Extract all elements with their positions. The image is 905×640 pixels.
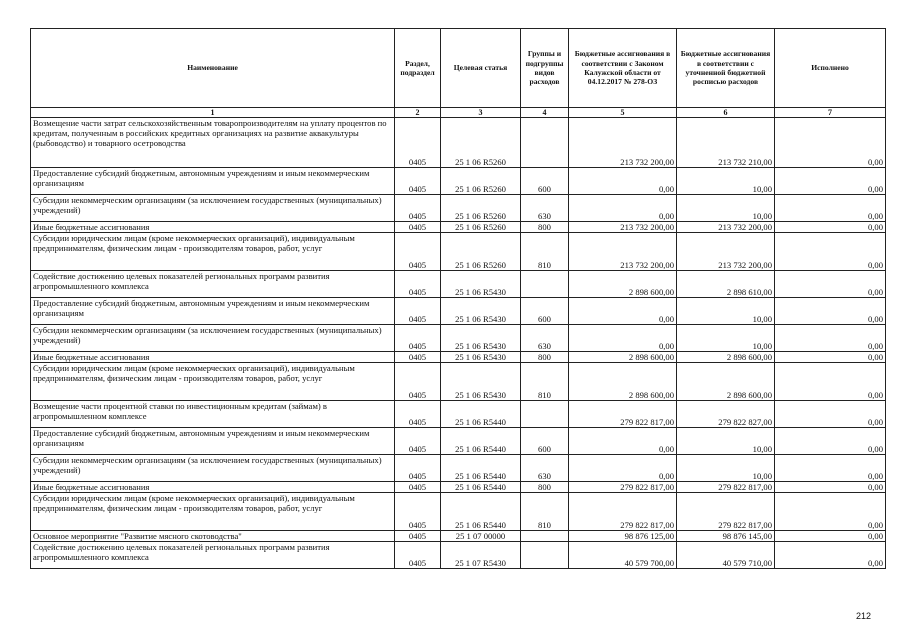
- header-section: Раздел, подраздел: [395, 29, 441, 108]
- row-executed-value: 0,00: [775, 455, 886, 482]
- row-executed-value: 0,00: [775, 542, 886, 569]
- row-budget-law-value: 279 822 817,00: [569, 401, 677, 428]
- row-name: Субсидии некоммерческим организациям (за исключением государственных (муниципальных) учреждений): [31, 325, 395, 352]
- row-executed-value: 0,00: [775, 325, 886, 352]
- row-budget-refined-value: 2 898 600,00: [677, 363, 775, 401]
- row-target-article: 25 1 06 R5260: [441, 195, 521, 222]
- row-budget-law-value: 98 876 125,00: [569, 531, 677, 542]
- row-target-article: 25 1 06 R5440: [441, 401, 521, 428]
- table-body: [31, 118, 886, 569]
- table-row: [31, 363, 886, 401]
- row-target-article: 25 1 06 R5430: [441, 363, 521, 401]
- row-name: Субсидии некоммерческим организациям (за исключением государственных (муниципальных) учреждений): [31, 455, 395, 482]
- page-number: 212: [856, 611, 872, 621]
- row-section: 0405: [395, 401, 441, 428]
- row-target-article: 25 1 06 R5430: [441, 352, 521, 363]
- header-name: Наименование: [31, 29, 395, 108]
- row-executed-value: 0,00: [775, 298, 886, 325]
- header-row: [31, 29, 886, 108]
- row-target-article: 25 1 06 R5260: [441, 168, 521, 195]
- row-executed-value: 0,00: [775, 531, 886, 542]
- row-executed-value: 0,00: [775, 233, 886, 271]
- row-budget-law-value: 2 898 600,00: [569, 352, 677, 363]
- table-row: [31, 542, 886, 569]
- row-expense-group: [521, 118, 569, 168]
- table-row: [31, 222, 886, 233]
- budget-table: [30, 28, 886, 569]
- row-executed-value: 0,00: [775, 482, 886, 493]
- row-target-article: 25 1 06 R5430: [441, 271, 521, 298]
- header-budget-refined: Бюджетные ассигнования в соответствии с уточненной бюджетной росписью расходов: [677, 29, 775, 108]
- row-budget-law-value: 213 732 200,00: [569, 118, 677, 168]
- row-budget-law-value: 2 898 600,00: [569, 271, 677, 298]
- row-budget-law-value: 213 732 200,00: [569, 222, 677, 233]
- row-name: Субсидии юридическим лицам (кроме некоммерческих организаций), индивидуальным предпринимателям, физическим лицам - производителям товаров, работ, услуг: [31, 363, 395, 401]
- row-section: 0405: [395, 118, 441, 168]
- row-budget-law-value: 0,00: [569, 168, 677, 195]
- table-row: [31, 531, 886, 542]
- table-row: [31, 482, 886, 493]
- row-executed-value: 0,00: [775, 222, 886, 233]
- row-budget-refined-value: 213 732 200,00: [677, 222, 775, 233]
- row-budget-refined-value: 10,00: [677, 325, 775, 352]
- row-section: 0405: [395, 493, 441, 531]
- column-number: 2: [395, 108, 441, 118]
- row-expense-group: 800: [521, 222, 569, 233]
- row-section: 0405: [395, 233, 441, 271]
- row-budget-refined-value: 279 822 817,00: [677, 493, 775, 531]
- row-target-article: 25 1 06 R5430: [441, 325, 521, 352]
- row-budget-law-value: 0,00: [569, 325, 677, 352]
- row-section: 0405: [395, 531, 441, 542]
- row-executed-value: 0,00: [775, 401, 886, 428]
- column-number-row: [31, 108, 886, 118]
- row-executed-value: 0,00: [775, 493, 886, 531]
- row-budget-refined-value: 40 579 710,00: [677, 542, 775, 569]
- table-row: [31, 271, 886, 298]
- row-executed-value: 0,00: [775, 428, 886, 455]
- row-section: 0405: [395, 325, 441, 352]
- row-name: Иные бюджетные ассигнования: [31, 222, 395, 233]
- row-name: Иные бюджетные ассигнования: [31, 352, 395, 363]
- row-budget-law-value: 0,00: [569, 195, 677, 222]
- row-name: Возмещение части затрат сельскохозяйственным товаропроизводителям на уплату процентов по кредитам, полученным в российских кредитных организациях на развитие аквакультуры (рыбоводство) и товарного осетроводства: [31, 118, 395, 168]
- row-section: 0405: [395, 482, 441, 493]
- table-row: [31, 493, 886, 531]
- row-name: Содействие достижению целевых показателей региональных программ развития агропромышленного комплекса: [31, 271, 395, 298]
- row-budget-law-value: 2 898 600,00: [569, 363, 677, 401]
- row-executed-value: 0,00: [775, 118, 886, 168]
- row-budget-law-value: 40 579 700,00: [569, 542, 677, 569]
- row-name: Основное мероприятие "Развитие мясного скотоводства": [31, 531, 395, 542]
- row-expense-group: 600: [521, 168, 569, 195]
- header-target: Целевая статья: [441, 29, 521, 108]
- row-budget-refined-value: 213 732 210,00: [677, 118, 775, 168]
- row-target-article: 25 1 06 R5440: [441, 482, 521, 493]
- header-budget-law: Бюджетные ассигнования в соответствии с Законом Калужской области от 04.12.2017 № 278-ОЗ: [569, 29, 677, 108]
- row-name: Возмещение части процентной ставки по инвестиционным кредитам (займам) в агропромышленном комплексе: [31, 401, 395, 428]
- table-row: [31, 298, 886, 325]
- column-number: 3: [441, 108, 521, 118]
- row-executed-value: 0,00: [775, 271, 886, 298]
- row-section: 0405: [395, 168, 441, 195]
- row-budget-refined-value: 2 898 600,00: [677, 352, 775, 363]
- row-budget-law-value: 279 822 817,00: [569, 482, 677, 493]
- row-budget-refined-value: 10,00: [677, 168, 775, 195]
- row-expense-group: 810: [521, 233, 569, 271]
- row-name: Содействие достижению целевых показателей региональных программ развития агропромышленного комплекса: [31, 542, 395, 569]
- row-section: 0405: [395, 363, 441, 401]
- row-budget-refined-value: 279 822 817,00: [677, 482, 775, 493]
- row-budget-refined-value: 10,00: [677, 428, 775, 455]
- row-target-article: 25 1 06 R5260: [441, 233, 521, 271]
- row-budget-refined-value: 10,00: [677, 195, 775, 222]
- row-section: 0405: [395, 298, 441, 325]
- row-section: 0405: [395, 195, 441, 222]
- header-groups: Группы и подгруппы видов расходов: [521, 29, 569, 108]
- row-section: 0405: [395, 352, 441, 363]
- column-number: 6: [677, 108, 775, 118]
- row-target-article: 25 1 06 R5440: [441, 455, 521, 482]
- row-expense-group: [521, 401, 569, 428]
- row-expense-group: 630: [521, 195, 569, 222]
- table-row: [31, 401, 886, 428]
- table-row: [31, 118, 886, 168]
- row-executed-value: 0,00: [775, 363, 886, 401]
- column-number: 4: [521, 108, 569, 118]
- row-budget-refined-value: 10,00: [677, 455, 775, 482]
- row-budget-refined-value: 213 732 200,00: [677, 233, 775, 271]
- row-section: 0405: [395, 542, 441, 569]
- row-target-article: 25 1 06 R5260: [441, 222, 521, 233]
- row-target-article: 25 1 07 00000: [441, 531, 521, 542]
- row-name: Субсидии некоммерческим организациям (за исключением государственных (муниципальных) учреждений): [31, 195, 395, 222]
- row-expense-group: 800: [521, 482, 569, 493]
- row-budget-law-value: 0,00: [569, 298, 677, 325]
- table-row: [31, 325, 886, 352]
- row-name: Субсидии юридическим лицам (кроме некоммерческих организаций), индивидуальным предпринимателям, физическим лицам - производителям товаров, работ, услуг: [31, 493, 395, 531]
- row-budget-refined-value: 2 898 610,00: [677, 271, 775, 298]
- column-number: 5: [569, 108, 677, 118]
- row-expense-group: [521, 271, 569, 298]
- row-expense-group: [521, 542, 569, 569]
- row-budget-law-value: 213 732 200,00: [569, 233, 677, 271]
- row-target-article: 25 1 06 R5440: [441, 493, 521, 531]
- row-executed-value: 0,00: [775, 195, 886, 222]
- row-expense-group: 600: [521, 428, 569, 455]
- row-name: Иные бюджетные ассигнования: [31, 482, 395, 493]
- row-expense-group: 810: [521, 493, 569, 531]
- row-target-article: 25 1 06 R5440: [441, 428, 521, 455]
- row-target-article: 25 1 06 R5430: [441, 298, 521, 325]
- row-executed-value: 0,00: [775, 168, 886, 195]
- row-executed-value: 0,00: [775, 352, 886, 363]
- table-row: [31, 233, 886, 271]
- row-budget-law-value: 279 822 817,00: [569, 493, 677, 531]
- row-name: Предоставление субсидий бюджетным, автономным учреждениям и иным некоммерческим организациям: [31, 298, 395, 325]
- row-budget-refined-value: 10,00: [677, 298, 775, 325]
- row-name: Предоставление субсидий бюджетным, автономным учреждениям и иным некоммерческим организациям: [31, 168, 395, 195]
- row-section: 0405: [395, 222, 441, 233]
- row-section: 0405: [395, 455, 441, 482]
- table-row: [31, 428, 886, 455]
- row-expense-group: 810: [521, 363, 569, 401]
- row-budget-refined-value: 279 822 827,00: [677, 401, 775, 428]
- table-row: [31, 168, 886, 195]
- row-budget-law-value: 0,00: [569, 455, 677, 482]
- row-budget-law-value: 0,00: [569, 428, 677, 455]
- table-row: [31, 195, 886, 222]
- row-expense-group: [521, 531, 569, 542]
- column-number: 1: [31, 108, 395, 118]
- row-budget-refined-value: 98 876 145,00: [677, 531, 775, 542]
- row-expense-group: 630: [521, 455, 569, 482]
- row-name: Предоставление субсидий бюджетным, автономным учреждениям и иным некоммерческим организациям: [31, 428, 395, 455]
- column-number: 7: [775, 108, 886, 118]
- row-target-article: 25 1 06 R5260: [441, 118, 521, 168]
- row-expense-group: 630: [521, 325, 569, 352]
- row-expense-group: 800: [521, 352, 569, 363]
- row-section: 0405: [395, 428, 441, 455]
- budget-table-sheet: [30, 28, 885, 569]
- row-section: 0405: [395, 271, 441, 298]
- row-name: Субсидии юридическим лицам (кроме некоммерческих организаций), индивидуальным предпринимателям, физическим лицам - производителям товаров, работ, услуг: [31, 233, 395, 271]
- row-expense-group: 600: [521, 298, 569, 325]
- header-executed: Исполнено: [775, 29, 886, 108]
- table-row: [31, 352, 886, 363]
- table-row: [31, 455, 886, 482]
- row-target-article: 25 1 07 R5430: [441, 542, 521, 569]
